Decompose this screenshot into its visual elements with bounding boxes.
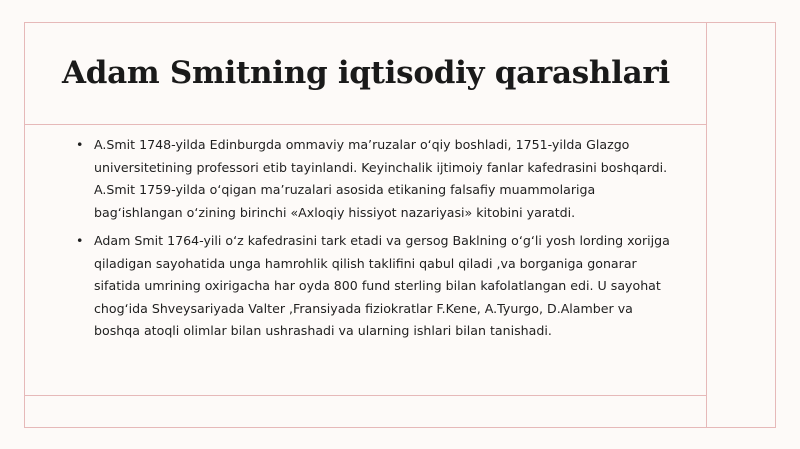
bullet-dot-icon: •: [76, 137, 84, 152]
title-divider: [24, 124, 707, 125]
bullet-item: [76, 230, 676, 343]
slide-title: Adam Smitning iqtisodiy qarashlari: [62, 55, 670, 91]
frame-line-vertical: [706, 22, 707, 428]
bullet-text: A.Smit 1748-yilda Edinburgda ommaviy ma’ruzalar o‘qiy boshladi, 1751-yilda Glazgo universitetining professori etib tayinlandi. Keyinchalik ijtimoiy fanlar kafedrasini boshqardi. A.Smit 1759-yilda o‘qigan ma’ruzalari asosida etikaning falsafiy muammolariga bag‘ishlangan o‘zining birinchi «Axloqiy hissiyot nazariyasi» kitobini yaratdi.: [94, 137, 668, 220]
bullet-dot-icon: •: [76, 233, 84, 248]
frame-line-left: [24, 22, 25, 428]
bullet-item: [76, 134, 676, 224]
frame-line-right: [775, 22, 776, 428]
frame-line-bottom: [24, 427, 776, 428]
frame-line-top: [24, 22, 776, 23]
bullet-text: Adam Smit 1764-yili o‘z kafedrasini tark etadi va gersog Baklning o‘g‘li yosh lording xorijga qiladigan sayohatida unga hamrohlik qilish taklifini qabul qiladi ,va borganiga gonarar sifatida umrining oxirigacha har oyda 800 fund sterling bilan kafolatlangan edi. U sayohat chog‘ida Shveysariyada Valter ,Fransiyada fiziokratlar F.Kene, A.Tyurgo, D.Alamber va boshqa atoqli olimlar bilan ushrashadi va ularning ishlari bilan tanishadi.: [94, 233, 670, 338]
bullet-list: [76, 134, 676, 349]
content-divider: [24, 395, 707, 396]
